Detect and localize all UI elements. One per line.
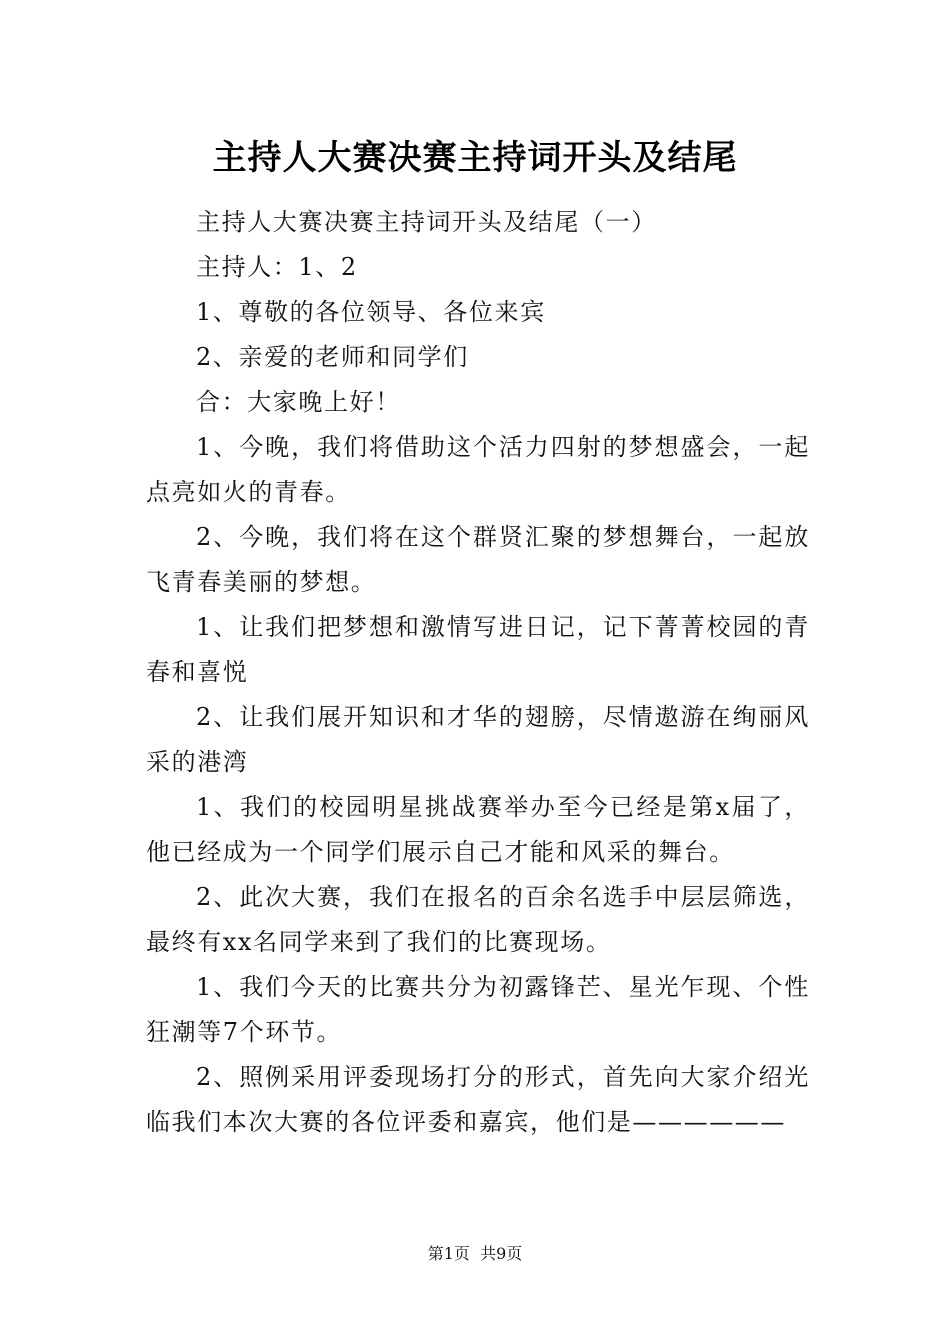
paragraph: 主持人：1、2 bbox=[196, 253, 358, 281]
paragraph: 合：大家晚上好！ bbox=[196, 388, 401, 416]
paragraph: 1、尊敬的各位领导、各位来宾 bbox=[196, 298, 546, 326]
paragraph: 2、照例采用评委现场打分的形式，首先向大家介绍光临我们本次大赛的各位评委和嘉宾，他们是—————— bbox=[146, 1063, 810, 1136]
paragraph: 1、我们今天的比赛共分为初露锋芒、星光乍现、个性狂潮等7个环节。 bbox=[146, 973, 810, 1046]
paragraph: 2、此次大赛，我们在报名的百余名选手中层层筛选，最终有xx名同学来到了我们的比赛现场。 bbox=[146, 883, 810, 956]
paragraph: 主持人大赛决赛主持词开头及结尾（一） bbox=[196, 208, 657, 236]
paragraph: 1、让我们把梦想和激情写进日记，记下菁菁校园的青春和喜悦 bbox=[146, 613, 810, 686]
page-footer bbox=[0, 1242, 950, 1266]
document-title: 主持人大赛决赛主持词开头及结尾 bbox=[212, 138, 738, 178]
paragraph: 2、今晚，我们将在这个群贤汇聚的梦想舞台，一起放飞青春美丽的梦想。 bbox=[146, 523, 810, 596]
document-body bbox=[146, 200, 810, 1145]
paragraph: 1、今晚，我们将借助这个活力四射的梦想盛会，一起点亮如火的青春。 bbox=[146, 433, 810, 506]
paragraph: 2、亲爱的老师和同学们 bbox=[196, 343, 469, 371]
page-number-label: 第1页 共9页 bbox=[427, 1244, 523, 1263]
paragraph: 1、我们的校园明星挑战赛举办至今已经是第x届了，他已经成为一个同学们展示自己才能和风采的舞台。 bbox=[146, 793, 810, 866]
paragraph: 2、让我们展开知识和才华的翅膀，尽情遨游在绚丽风采的港湾 bbox=[146, 703, 810, 776]
